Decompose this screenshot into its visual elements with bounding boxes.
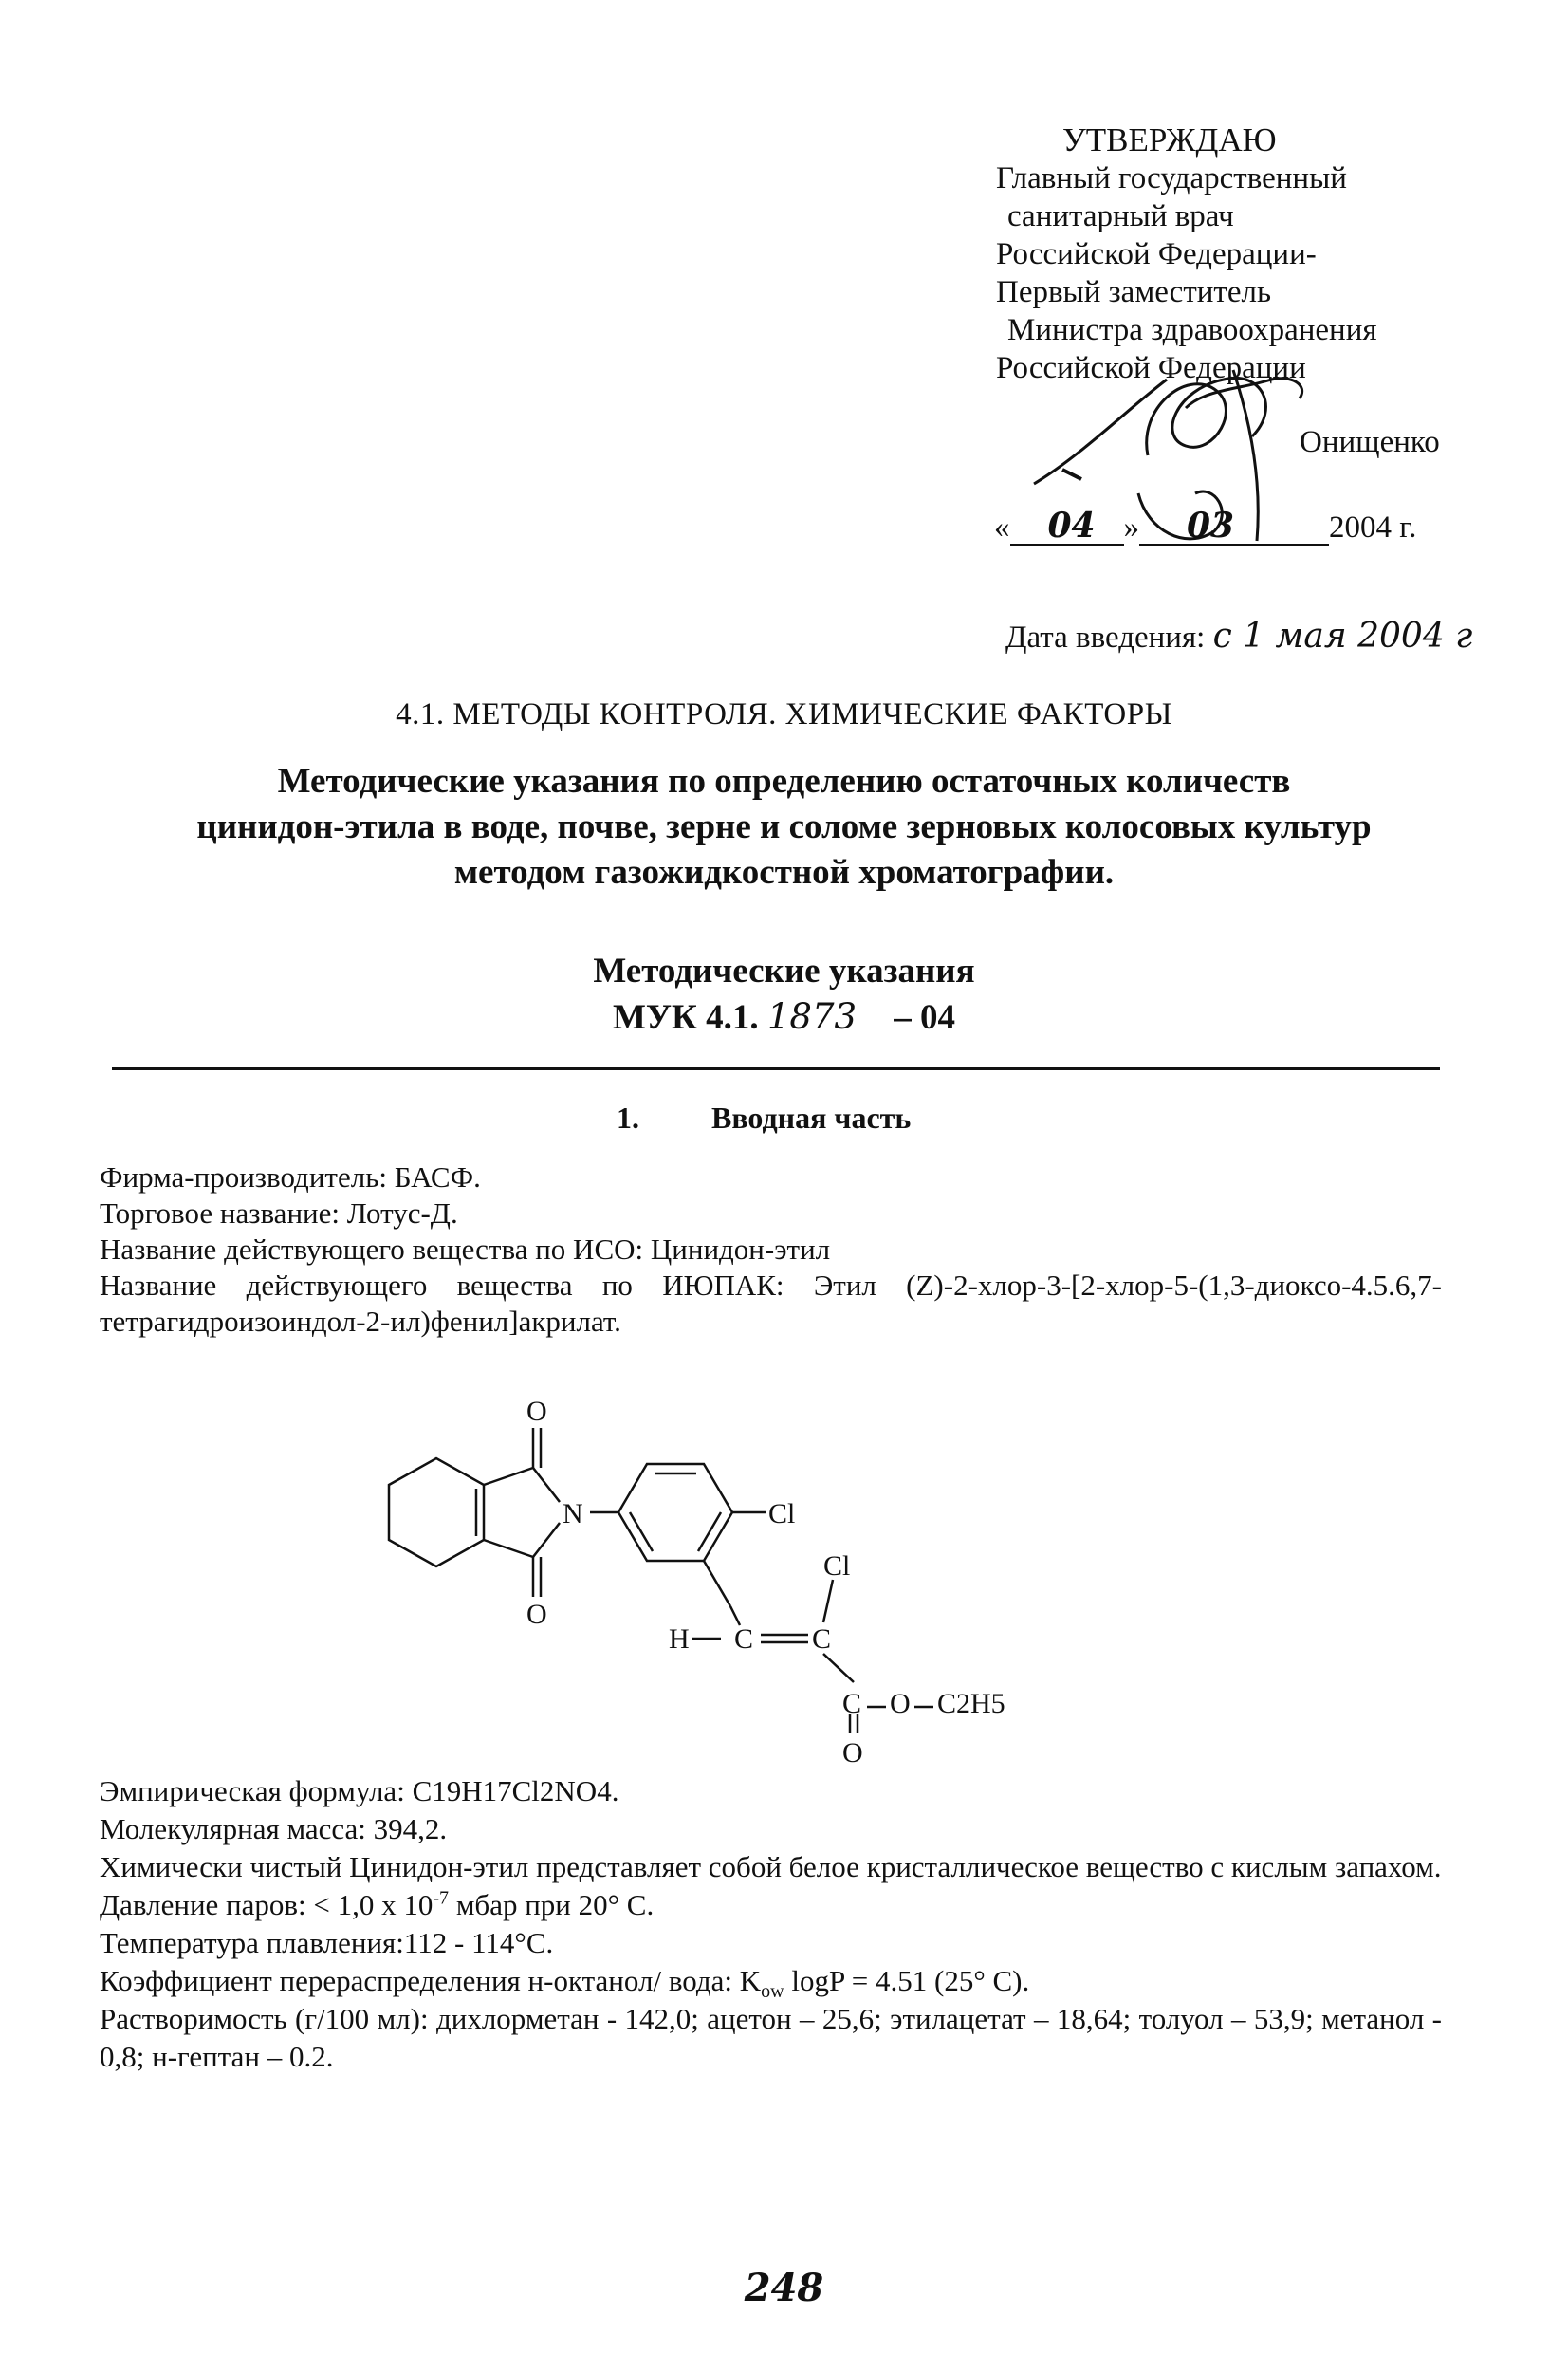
approval-day: 04 [1047, 506, 1096, 546]
kow-rest: logP = 4.51 (25° С). [784, 1964, 1030, 1997]
intro-line: Фирма-производитель: БАСФ. [100, 1160, 481, 1194]
melting-line: Температура плавления:112 - 114°С. [100, 1926, 554, 1959]
approval-line: санитарный врач [1007, 199, 1234, 233]
approval-line: Главный государственный [996, 161, 1347, 195]
title-line: Методические указания по определению остаточных количеств [277, 762, 1291, 801]
page-number: 248 [744, 2266, 824, 2310]
structural-formula [370, 1390, 1053, 1769]
atom-label: O [526, 1599, 547, 1630]
divider [112, 1067, 1440, 1070]
atom-label: N [563, 1498, 583, 1529]
doc-type-block [0, 949, 1568, 1041]
intro-date-label: Дата введения: [1005, 621, 1206, 655]
intro-line: Название действующего вещества по ИЮПАК: Этил (Z)-2-хлор-3-[2-хлор-5-(1,3-диоксо-4.5.6,7-тетрагидроизоиндол-2-ил)фенил]акрилат. [100, 1269, 1442, 1338]
atom-label: O [526, 1396, 547, 1427]
muk-suffix: – 04 [894, 998, 956, 1037]
date-close-quote: » [1123, 510, 1139, 545]
document-title [76, 759, 1492, 896]
intro-date [1005, 617, 1472, 656]
section-title: Вводная часть [711, 1101, 912, 1135]
approval-line: Российской Федерации [996, 351, 1306, 385]
intro-paragraph [100, 1159, 1442, 1340]
atom-label: C [734, 1623, 754, 1655]
atom-label: Cl [768, 1498, 796, 1529]
atom-label: O [890, 1688, 911, 1719]
atom-label: H [669, 1623, 690, 1655]
date-open-quote: « [994, 510, 1010, 545]
formula-label: Эмпирическая формула: [100, 1774, 405, 1807]
formula-line [100, 1772, 1442, 1810]
approval-line: Первый заместитель [996, 275, 1271, 309]
kow-label: Коэффициент перераспределения н-октанол/ вода: K [100, 1964, 762, 1997]
approval-line: Министра здравоохранения [1007, 313, 1377, 347]
intro-date-value: с 1 мая 2004 г [1212, 617, 1473, 656]
title-line: цинидон-этила в воде, почве, зерне и соломе зерновых колосовых культур [196, 807, 1372, 846]
vapor-label: Давление паров: < 1,0 х 10 [100, 1888, 434, 1921]
mass-line: Молекулярная масса: 394,2. [100, 1812, 448, 1845]
properties-block [100, 1772, 1442, 2076]
approval-heading: УТВЕРЖДАЮ [1062, 121, 1277, 158]
kow-subscript: ow [761, 1981, 784, 2003]
approver-name: Онищенко [1300, 425, 1440, 459]
description-line: Химически чистый Цинидон-этил представляет собой белое кристаллическое вещество с кислым запахом. [100, 1850, 1442, 1883]
vapor-line [100, 1886, 1442, 1924]
vapor-rest: мбар при 20° С. [449, 1888, 655, 1921]
doc-type: Методические указания [593, 952, 975, 991]
kow-line [100, 1962, 1442, 2003]
atom-label: C [842, 1688, 862, 1719]
muk-number: 1873 [766, 996, 858, 1037]
muk-prefix: МУК 4.1. [612, 998, 759, 1037]
atom-label: Cl [823, 1550, 851, 1582]
approval-month: 03 [1187, 506, 1235, 546]
atom-label: C [812, 1623, 832, 1655]
muk-code [0, 994, 1568, 1041]
atom-label: O [842, 1737, 863, 1769]
approval-line: Российской Федерации- [996, 237, 1317, 271]
vapor-exponent: -7 [433, 1887, 450, 1909]
title-line: методом газожидкостной хроматографии. [453, 853, 1115, 892]
solubility-line: Растворимость (г/100 мл): дихлорметан - 142,0; ацетон – 25,6; этилацетат – 18,64; толуол – 53,9; метанол - 0,8; н-гептан – 0.2. [100, 2002, 1442, 2073]
formula-value: C19H17Cl2NO4. [412, 1774, 619, 1807]
atom-label: C2H5 [937, 1688, 1005, 1719]
section-number: 1. [617, 1101, 639, 1135]
section-header: 4.1. МЕТОДЫ КОНТРОЛЯ. ХИМИЧЕСКИЕ ФАКТОРЫ [396, 697, 1172, 732]
section-1-heading [617, 1101, 911, 1136]
intro-line: Торговое название: Лотус-Д. [100, 1196, 458, 1230]
intro-line: Название действующего вещества по ИСО: Цинидон-этил [100, 1232, 831, 1266]
approval-year: 2004 г. [1329, 510, 1417, 545]
approval-date [994, 506, 1417, 546]
